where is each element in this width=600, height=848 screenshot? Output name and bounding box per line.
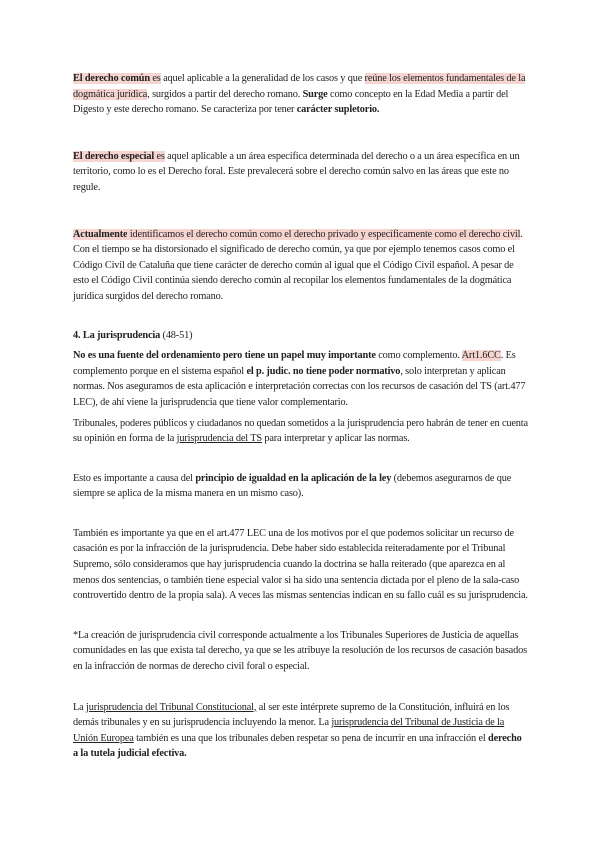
paragraph-fuente: [73, 348, 528, 410]
text: como complemento.: [375, 350, 462, 362]
term-actualmente: Actualmente: [73, 228, 128, 240]
text: Tribunales, poderes públicos y ciudadanos no quedan sometidos a la jurisprudencia pero habrán de tener en cuenta su opinión en forma de la: [73, 417, 528, 445]
highlight-text: identificamos el derecho común como el derecho privado y específicamente como el derecho civil: [127, 228, 521, 240]
text: aquel aplicable a la generalidad de los casos y que: [160, 73, 365, 84]
term-derecho-comun: El derecho común: [73, 73, 150, 84]
text: También es importante ya que en el art.477 LEC una de los motivos por el que podemos solicitar un recurso de casación es por la infracción de la jurisprudencia. Debe haber sido establecida reiteradamente por el Tribunal Supremo, sólo consideramos que hay jurisprudencia cuando la doctrina se halla reiterado (que aparezca en al menos dos sentencias, o también tiene especial valor si ha sido una sentencia dictada por el pleno de la sala-caso controvertido dentro de la propia sala). A veces las mismas sentencias indican en su fallo cuál es su jurisprudencia.: [73, 527, 528, 602]
paragraph-constitucional: [73, 700, 528, 762]
text: *La creación de jurisprudencia civil corresponde actualmente a los Tribunales Superiores de Justicia de aquellas comunidades en las que exista tal derecho, ya que se les atribuye la resolución de los recursos de casación basados en la infracción de normas de derecho civil foral o especial.: [73, 629, 527, 673]
article-reference: Art1.6CC: [461, 350, 501, 362]
underlined-text: jurisprudencia del Tribunal Constitucional,: [85, 701, 257, 713]
bold-text: el p. judic. no tiene poder normativo: [246, 365, 401, 377]
paragraph-derecho-comun: [73, 71, 528, 118]
bold-text: principio de igualdad en la aplicación de la ley: [195, 472, 392, 484]
text: , surgidos a partir del derecho romano.: [147, 88, 303, 100]
text: para interpretar y aplicar las normas.: [261, 433, 410, 445]
term-derecho-especial: El derecho especial: [73, 150, 155, 162]
text: también es una que los tribunales deben respetar so pena de incurrir en una infracción el: [133, 732, 488, 744]
text: , solo interpretan y aplican normas. Nos aseguramos de esta aplicación e interpretación correctas con los recursos de casación del TS (art.477 LEC), de ahí viene la jurisprudencia que tiene valor complementario.: [73, 365, 526, 408]
text: (debemos asegurarnos de que siempre se aplica de la misma manera en un mismo caso).: [73, 472, 512, 500]
text: aquel aplicable a un área específica determinada del derecho o a un área específica en un territorio, como lo es el Derecho foral. Este prevalecerá sobre el derecho común salvo en las áreas que este no regule.: [73, 150, 520, 193]
paragraph-tribunales: [73, 416, 528, 447]
bold-text: No es una fuente del ordenamiento pero tiene un papel muy importante: [73, 350, 376, 362]
document-page: [73, 71, 528, 762]
text: La: [73, 701, 86, 713]
term-es: es: [149, 73, 161, 84]
text: . Es complemento porque en el sistema español: [73, 350, 516, 377]
paragraph-actualmente: [73, 227, 528, 305]
paragraph-igualdad: [73, 471, 528, 502]
paragraph-casacion: [73, 526, 528, 604]
paragraph-tsj: [73, 628, 528, 675]
text: . Con el tiempo se ha distorsionado el significado de derecho común, ya que por ejemplo tenemos casos como el Código Civil de Cataluña que tiene carácter de derecho común al igual que el Código Civil español. A pesar de esto el Código Civil continúa siendo derecho común al recopilar los elementos fundamentales de la dogmática jurídica surgidos del derecho romano.: [73, 228, 523, 302]
underlined-text: jurisprudencia del Tribunal de Justicia de la Unión Europea: [73, 717, 505, 744]
term-es: es: [154, 150, 165, 162]
text: al ser este intérprete supremo de la Constitución, influirá en los demás tribunales y en su jurisprudencia incluyendo la menor. La: [73, 701, 510, 729]
text: como concepto en la Edad Media a partir del Digesto y este derecho romano. Se caracteriza por tener: [73, 88, 509, 116]
bold-text: Surge: [302, 88, 328, 100]
heading-text: 4. La jurisprudencia: [73, 329, 161, 341]
heading-pages: (48-51): [160, 329, 193, 341]
highlight-text: reúne los elementos fundamentales de la dogmática jurídica: [73, 73, 526, 100]
section-heading: [73, 328, 528, 344]
bold-text: carácter supletorio.: [296, 104, 380, 116]
bold-text: derecho a la tutela judicial efectiva.: [73, 732, 522, 760]
text: Esto es importante a causa del: [73, 472, 196, 484]
underlined-text: jurisprudencia del TS: [176, 433, 262, 445]
paragraph-derecho-especial: [73, 149, 528, 196]
